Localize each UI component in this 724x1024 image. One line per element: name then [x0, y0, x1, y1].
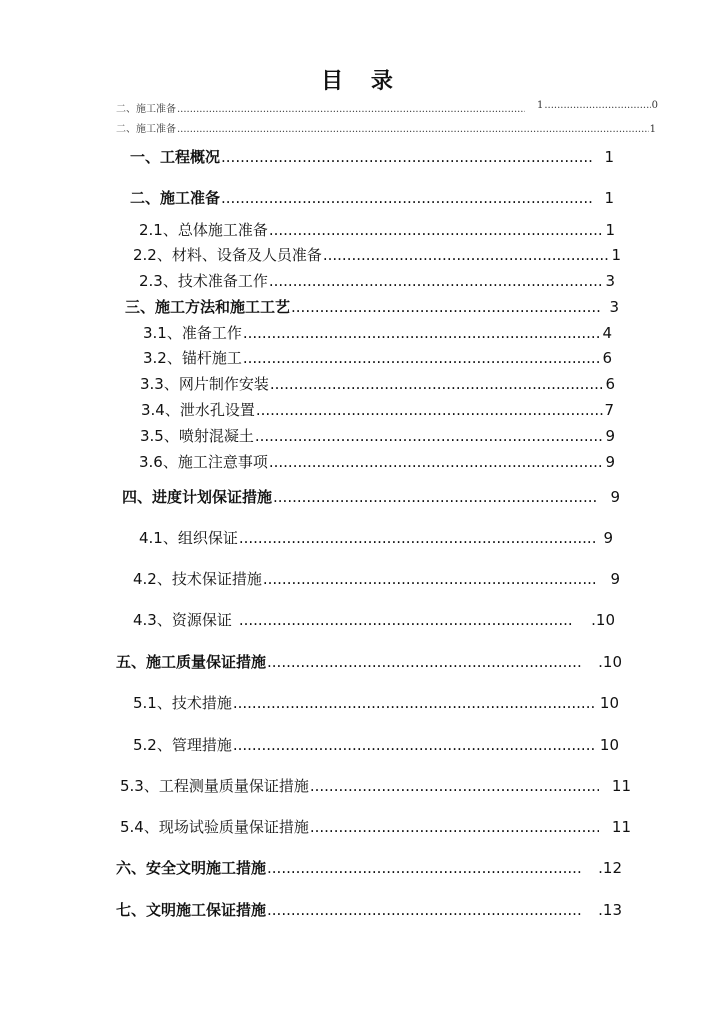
toc-entry-label: 4.2、技术保证措施 — [133, 570, 262, 588]
dot-leader — [270, 375, 605, 393]
toc-entry-label: 五、施工质量保证措施 — [116, 653, 267, 671]
toc-entry[interactable] — [133, 734, 619, 755]
toc-entry[interactable] — [133, 692, 619, 713]
toc-artifact-line-tail[interactable] — [537, 100, 658, 111]
toc-entry-page: 11 — [611, 818, 631, 836]
dot-leader — [233, 694, 595, 712]
dot-leader — [310, 777, 599, 795]
toc-entry-label: 3.2、锚杆施工 — [143, 349, 242, 367]
toc-entry[interactable] — [122, 486, 620, 507]
dot-leader — [177, 124, 649, 135]
toc-entry[interactable] — [120, 775, 631, 796]
toc-entry[interactable] — [143, 347, 612, 368]
toc-entry-label: 六、安全文明施工措施 — [116, 859, 267, 877]
dot-leader — [221, 189, 593, 207]
toc-entry-label: 5.3、工程测量质量保证措施 — [120, 777, 309, 795]
toc-entry[interactable] — [141, 399, 614, 420]
toc-entry[interactable] — [143, 322, 612, 343]
toc-entry-page: 1 — [604, 189, 614, 207]
dot-leader — [291, 298, 602, 316]
dot-leader — [263, 570, 598, 588]
toc-entry[interactable] — [116, 857, 622, 878]
dot-leader — [269, 272, 605, 290]
toc-entry-page: .12 — [598, 859, 622, 877]
toc-entry-label: 3.5、喷射混凝土 — [140, 427, 254, 445]
dot-leader — [544, 100, 650, 111]
toc-entry-label: 三、施工方法和施工工艺 — [125, 298, 291, 316]
toc-entry-label: 3.4、泄水孔设置 — [141, 401, 255, 419]
toc-entry-label: 二、施工准备 — [116, 104, 176, 115]
toc-entry-page: 3 — [609, 298, 619, 316]
dot-leader — [267, 859, 581, 877]
toc-entry-label: 5.1、技术措施 — [133, 694, 232, 712]
toc-entry-label: 四、进度计划保证措施 — [122, 488, 273, 506]
toc-entry-label: 4.3、资源保证 — [133, 611, 232, 629]
dot-leader — [269, 221, 605, 239]
dot-leader — [243, 324, 602, 342]
dot-leader — [269, 453, 605, 471]
toc-entry-label: 七、文明施工保证措施 — [116, 901, 267, 919]
toc-artifact-line[interactable] — [116, 120, 656, 135]
dot-leader — [310, 818, 599, 836]
toc-entry-page: 9 — [610, 570, 620, 588]
toc-entry[interactable] — [116, 899, 622, 920]
toc-entry-page: .13 — [598, 901, 622, 919]
toc-entry-page: 1 — [611, 246, 621, 264]
toc-artifact-line[interactable] — [116, 100, 526, 115]
toc-entry[interactable] — [139, 451, 615, 472]
dot-leader — [239, 611, 574, 629]
toc-entry-page: 9 — [610, 488, 620, 506]
dot-leader — [267, 901, 581, 919]
toc-entry[interactable] — [140, 425, 615, 446]
toc-entry[interactable] — [133, 568, 620, 589]
toc-entry-label: 4.1、组织保证 — [139, 529, 238, 547]
toc-entry[interactable] — [130, 187, 614, 208]
toc-entry-label: 3.3、网片制作安装 — [140, 375, 269, 393]
toc-entry[interactable] — [130, 146, 614, 167]
toc-entry-page: 3 — [605, 272, 615, 290]
toc-entry-page: .10 — [591, 611, 615, 629]
toc-entry-label: 2.2、材料、设备及人员准备 — [133, 246, 322, 264]
toc-entry-label: 5.2、管理措施 — [133, 736, 232, 754]
toc-entry-label: 二、施工准备 — [130, 189, 221, 207]
dot-leader — [273, 488, 597, 506]
toc-entry-page: .10 — [598, 653, 622, 671]
dot-leader — [267, 653, 581, 671]
toc-entry-label: 一、工程概况 — [130, 148, 221, 166]
toc-entry-page: 10 — [599, 694, 619, 712]
toc-entry-page: 1 — [537, 100, 544, 111]
toc-entry-label: 2.3、技术准备工作 — [139, 272, 268, 290]
toc-entry[interactable] — [139, 219, 615, 240]
toc-entry[interactable] — [125, 296, 619, 317]
toc-entry[interactable] — [133, 244, 621, 265]
dot-leader — [256, 401, 604, 419]
dot-leader — [243, 349, 602, 367]
toc-entry-page: 10 — [599, 736, 619, 754]
dot-leader — [255, 427, 605, 445]
toc-entry-label: 2.1、总体施工准备 — [139, 221, 268, 239]
dot-leader — [233, 736, 595, 754]
toc-entry[interactable] — [139, 527, 613, 548]
dot-leader — [221, 148, 593, 166]
toc-entry-label: 3.6、施工注意事项 — [139, 453, 268, 471]
toc-title: 目 录 — [321, 69, 403, 94]
toc-entry-page: 6 — [605, 375, 615, 393]
toc-entry-page: 0 — [651, 100, 658, 111]
toc-entry[interactable] — [133, 609, 615, 630]
toc-entry-page: 9 — [605, 453, 615, 471]
toc-entry-page: 7 — [604, 401, 614, 419]
toc-entry[interactable] — [140, 373, 615, 394]
toc-entry-page: 1 — [649, 124, 656, 135]
dot-leader — [177, 104, 525, 115]
toc-entry[interactable] — [139, 270, 615, 291]
toc-entry-page: 11 — [611, 777, 631, 795]
toc-entry-page: 9 — [605, 427, 615, 445]
toc-entry-page: 9 — [603, 529, 613, 547]
toc-entry-label: 5.4、现场试验质量保证措施 — [120, 818, 309, 836]
dot-leader — [323, 246, 611, 264]
toc-entry[interactable] — [120, 816, 631, 837]
toc-entry-label: 二、施工准备 — [116, 124, 176, 135]
toc-entry-page: 1 — [605, 221, 615, 239]
dot-leader — [239, 529, 599, 547]
toc-entry-label: 3.1、准备工作 — [143, 324, 242, 342]
toc-entry-page: 6 — [602, 349, 612, 367]
toc-entry[interactable] — [116, 651, 622, 672]
toc-entry-page: 4 — [602, 324, 612, 342]
toc-entry-page: 1 — [604, 148, 614, 166]
